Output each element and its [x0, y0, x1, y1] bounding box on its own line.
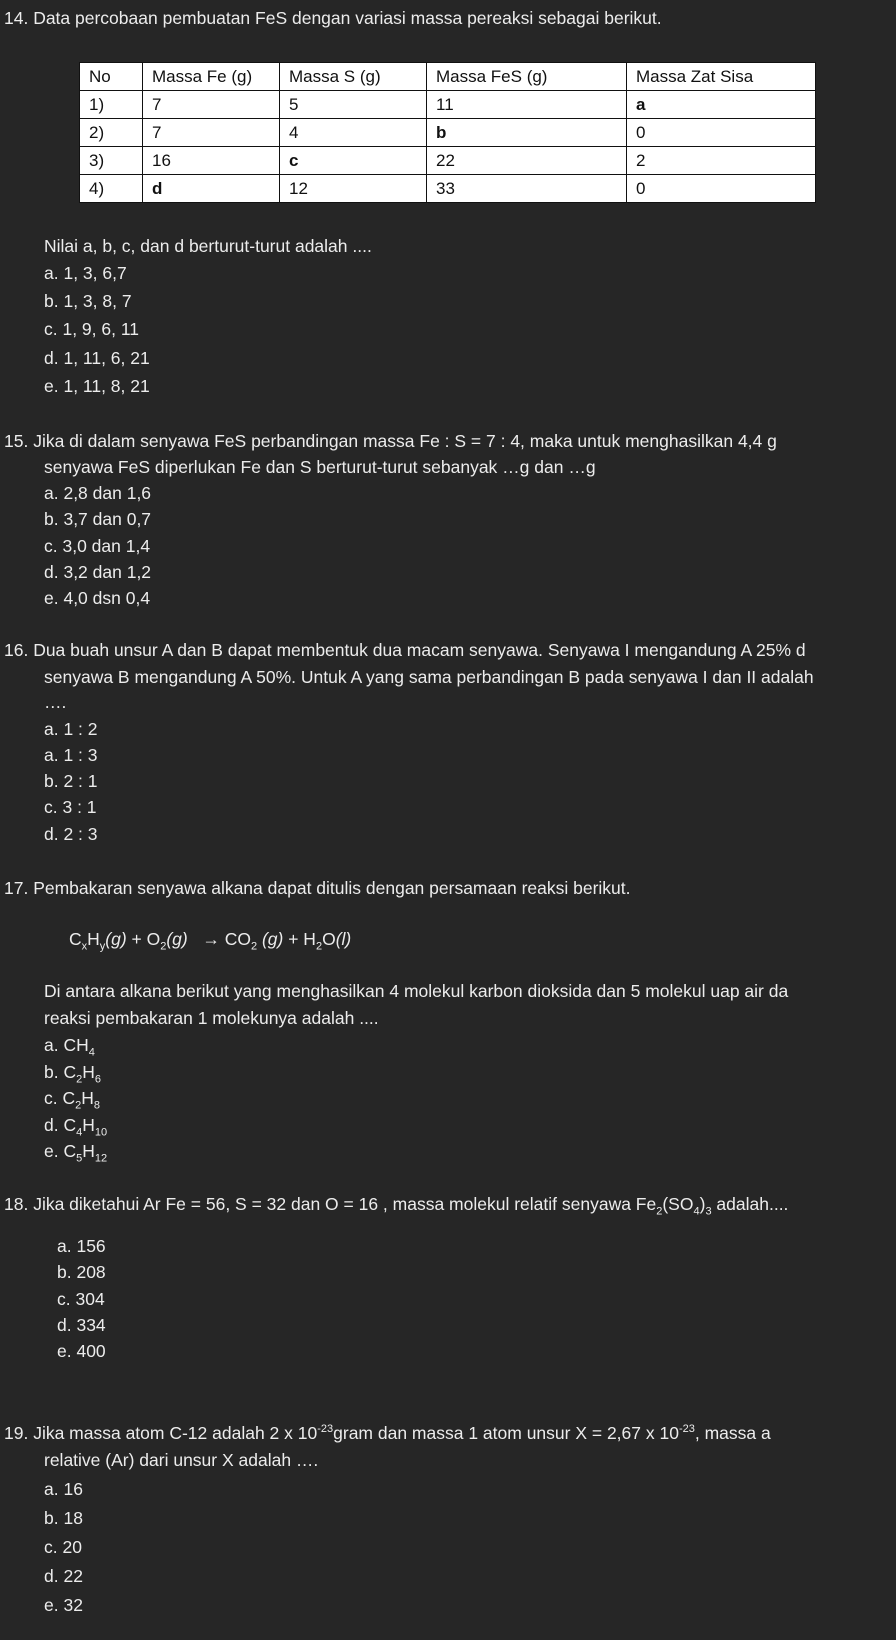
q14-prompt: Nilai a, b, c, dan d berturut-turut adalah .... — [44, 236, 372, 256]
table-cell: 4) — [80, 175, 143, 203]
table-header-cell: No — [80, 63, 143, 91]
q17-option: c. $C_2H_8$ — [44, 1088, 101, 1112]
table-header-row — [80, 63, 816, 91]
combustion-equation: $C_xH_y(g) + O_2(g)$ → $CO_2$ $(g) + H_2O(l)$ — [69, 929, 352, 953]
table-cell: 11 — [427, 91, 627, 119]
q17-option: d. $C_4H_{10}$ — [44, 1115, 108, 1139]
table-cell: 0 — [627, 175, 816, 203]
q15-option: b. 3,7 dan 0,7 — [44, 509, 152, 529]
q16-stem-line3: …. — [44, 692, 67, 712]
q17-option: a. $CH_4$ — [44, 1035, 95, 1059]
reaction-arrow: → — [202, 929, 220, 949]
table-cell: 2 — [627, 147, 816, 175]
table-cell: 0 — [627, 119, 816, 147]
q19-option: d. 22 — [44, 1566, 83, 1586]
q16-option: d. 2 : 3 — [44, 824, 98, 844]
q17-stem-line2: reaksi pembakaran 1 molekunya adalah .... — [44, 1008, 379, 1028]
q16-option: c. 3 : 1 — [44, 797, 97, 817]
table-cell-unknown: d — [143, 175, 280, 203]
table-cell: 33 — [427, 175, 627, 203]
table-cell: 16 — [143, 147, 280, 175]
table-header-cell: Massa FeS (g) — [427, 63, 627, 91]
q14-option: c. 1, 9, 6, 11 — [44, 319, 140, 339]
q19-option: e. 32 — [44, 1595, 83, 1615]
table-cell: 7 — [143, 119, 280, 147]
q15-option: a. 2,8 dan 1,6 — [44, 483, 152, 503]
table-cell: 7 — [143, 91, 280, 119]
table-cell: 4 — [280, 119, 427, 147]
table-cell: 3) — [80, 147, 143, 175]
q14-option: a. 1, 3, 6,7 — [44, 263, 127, 283]
q14-stem: 14. Data percobaan pembuatan FeS dengan variasi massa pereaksi sebagai berikut. — [4, 8, 662, 28]
table-header-cell: Massa S (g) — [280, 63, 427, 91]
table-cell: 1) — [80, 91, 143, 119]
table-row — [80, 91, 816, 119]
table-cell: 22 — [427, 147, 627, 175]
q19-stem-line2: relative (Ar) dari unsur X adalah …. — [44, 1450, 319, 1470]
table-cell: 2) — [80, 119, 143, 147]
q14-option: b. 1, 3, 8, 7 — [44, 291, 132, 311]
q14-option: e. 1, 11, 8, 21 — [44, 376, 150, 396]
q19-option: a. 16 — [44, 1479, 83, 1499]
q15-option: c. 3,0 dan 1,4 — [44, 536, 151, 556]
q17-option: b. $C_2H_6$ — [44, 1062, 101, 1086]
q16-option: a. 1 : 2 — [44, 719, 98, 739]
table-row — [80, 147, 816, 175]
q18-option: d. 334 — [57, 1315, 106, 1335]
q16-option: a. 1 : 3 — [44, 745, 98, 765]
table-cell: 5 — [280, 91, 427, 119]
table-header-cell: Massa Fe (g) — [143, 63, 280, 91]
q15-stem-line2: senyawa FeS diperlukan Fe dan S berturut-turut sebanyak …g dan …g — [44, 457, 596, 477]
q15-option: d. 3,2 dan 1,2 — [44, 562, 152, 582]
table-row — [80, 119, 816, 147]
q18-stem: 18. Jika diketahui Ar Fe = 56, S = 32 dan O = 16 , massa molekul relatif senyawa $Fe_2(SO_4)_3$ adalah.... — [4, 1194, 789, 1218]
q16-stem-line1: 16. Dua buah unsur A dan B dapat membentuk dua macam senyawa. Senyawa I mengandung A 25% d — [4, 640, 806, 660]
q19-option: b. 18 — [44, 1508, 83, 1528]
q15-option: e. 4,0 dsn 0,4 — [44, 588, 151, 608]
q18-option: b. 208 — [57, 1262, 106, 1282]
q18-option: a. 156 — [57, 1236, 106, 1256]
table-header-cell: Massa Zat Sisa — [627, 63, 816, 91]
table-cell: 12 — [280, 175, 427, 203]
q14-option: d. 1, 11, 6, 21 — [44, 348, 150, 368]
fes-data-table — [79, 62, 816, 203]
q18-option: e. 400 — [57, 1341, 106, 1361]
table-cell-unknown: a — [627, 91, 816, 119]
q17-stem: 17. Pembakaran senyawa alkana dapat ditulis dengan persamaan reaksi berikut. — [4, 878, 631, 898]
q18-option: c. 304 — [57, 1289, 105, 1309]
q16-option: b. 2 : 1 — [44, 771, 98, 791]
q16-stem-line2: senyawa B mengandung A 50%. Untuk A yang sama perbandingan B pada senyawa I dan II adalah — [44, 667, 814, 687]
q17-stem-line1: Di antara alkana berikut yang menghasilkan 4 molekul karbon dioksida dan 5 molekul uap air da — [44, 981, 789, 1001]
table-cell-unknown: b — [427, 119, 627, 147]
table-cell-unknown: c — [280, 147, 427, 175]
q19-stem-line1: 19. Jika massa atom C-12 adalah 2 x $10^{-23}gram$ dan massa 1 atom unsur X = 2,67 x $10^{-23}$, massa a — [4, 1423, 771, 1443]
q17-option: e. $C_5H_{12}$ — [44, 1141, 108, 1165]
q15-stem-line1: 15. Jika di dalam senyawa FeS perbandingan massa Fe : S = 7 : 4, maka untuk menghasilkan 4,4 g — [4, 431, 777, 451]
q19-option: c. 20 — [44, 1537, 82, 1557]
table-row — [80, 175, 816, 203]
